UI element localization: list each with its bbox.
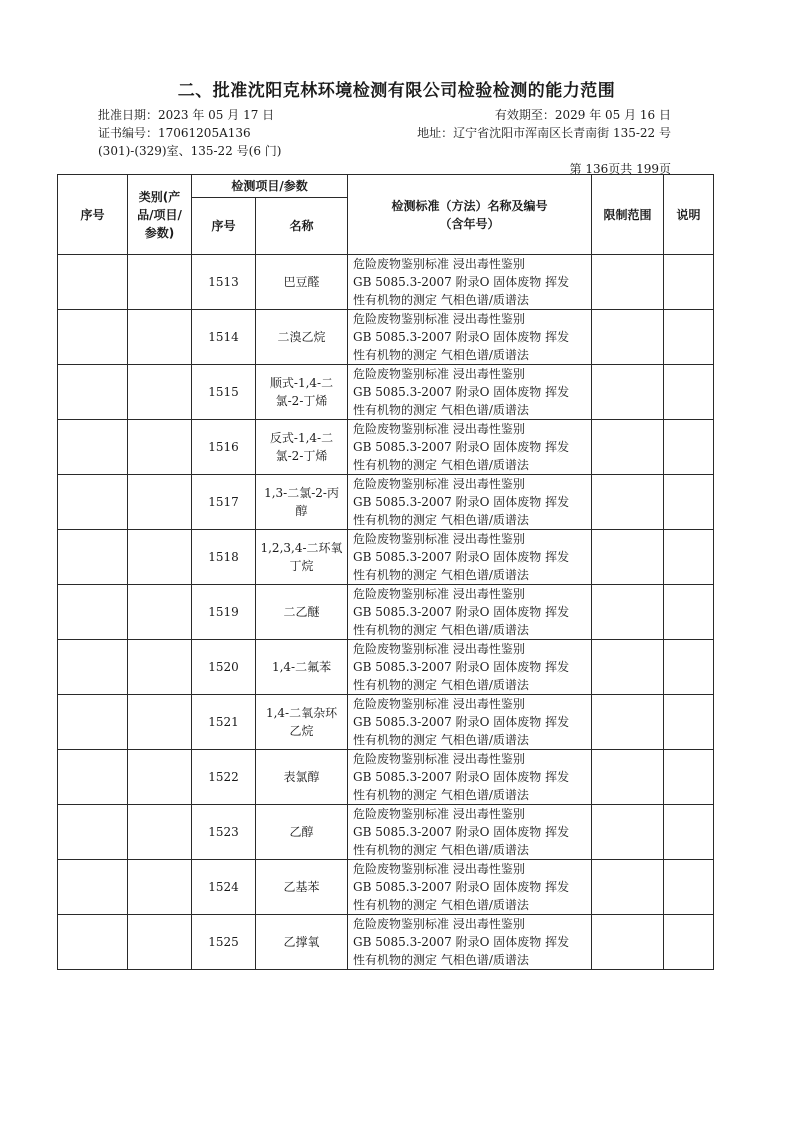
col-note-header: 说明 bbox=[664, 175, 714, 255]
row-item-number: 1521 bbox=[192, 695, 256, 750]
row-seq-cell bbox=[58, 860, 128, 915]
row-item-name: 1,4-二氧杂环乙烷 bbox=[256, 695, 348, 750]
row-note-cell bbox=[664, 475, 714, 530]
standard-line: 危险废物鉴别标准 浸出毒性鉴别 bbox=[353, 422, 525, 436]
table-row bbox=[58, 255, 714, 310]
table-row bbox=[58, 695, 714, 750]
row-note-cell bbox=[664, 255, 714, 310]
standard-line: 性有机物的测定 气相色谱/质谱法 bbox=[353, 513, 529, 527]
row-seq-cell bbox=[58, 695, 128, 750]
row-category-cell bbox=[128, 475, 192, 530]
approval-date: 批准日期：2023 年 05 月 17 日 bbox=[98, 108, 275, 122]
row-note-cell bbox=[664, 310, 714, 365]
row-seq-cell bbox=[58, 365, 128, 420]
table-row bbox=[58, 310, 714, 365]
table-row bbox=[58, 585, 714, 640]
standard-line: 危险废物鉴别标准 浸出毒性鉴别 bbox=[353, 752, 525, 766]
row-item-number: 1522 bbox=[192, 750, 256, 805]
row-item-number: 1518 bbox=[192, 530, 256, 585]
standard-line: 危险废物鉴别标准 浸出毒性鉴别 bbox=[353, 862, 525, 876]
row-item-number: 1513 bbox=[192, 255, 256, 310]
col-sub-seq-header: 序号 bbox=[192, 198, 256, 255]
col-limit-header: 限制范围 bbox=[592, 175, 664, 255]
col-sub-name-header: 名称 bbox=[256, 198, 348, 255]
row-standard bbox=[348, 255, 592, 310]
table-row bbox=[58, 750, 714, 805]
standard-line: GB 5085.3-2007 附录O 固体废物 挥发 bbox=[353, 660, 570, 674]
certificate-number: 证书编号：17061205A136 bbox=[98, 126, 251, 140]
row-standard bbox=[348, 585, 592, 640]
row-item-number: 1517 bbox=[192, 475, 256, 530]
standard-line: 危险废物鉴别标准 浸出毒性鉴别 bbox=[353, 642, 525, 656]
row-limit-cell bbox=[592, 420, 664, 475]
page-title: 二、批准沈阳克林环境检测有限公司检验检测的能力范围 bbox=[177, 81, 616, 101]
standard-line: GB 5085.3-2007 附录O 固体废物 挥发 bbox=[353, 825, 570, 839]
row-item-name: 表氯醇 bbox=[256, 750, 348, 805]
standard-line: 危险废物鉴别标准 浸出毒性鉴别 bbox=[353, 807, 525, 821]
capability-table bbox=[57, 174, 714, 970]
row-standard bbox=[348, 915, 592, 970]
row-category-cell bbox=[128, 530, 192, 585]
row-standard bbox=[348, 695, 592, 750]
row-seq-cell bbox=[58, 805, 128, 860]
row-limit-cell bbox=[592, 255, 664, 310]
table-row bbox=[58, 860, 714, 915]
standard-line: 危险废物鉴别标准 浸出毒性鉴别 bbox=[353, 587, 525, 601]
standard-line: 危险废物鉴别标准 浸出毒性鉴别 bbox=[353, 312, 525, 326]
table-row bbox=[58, 640, 714, 695]
row-item-name: 1,4-二氟苯 bbox=[256, 640, 348, 695]
col-group-header: 检测项目/参数 bbox=[192, 175, 348, 198]
row-item-name: 二乙醚 bbox=[256, 585, 348, 640]
standard-line: 性有机物的测定 气相色谱/质谱法 bbox=[353, 733, 529, 747]
row-category-cell bbox=[128, 860, 192, 915]
row-seq-cell bbox=[58, 750, 128, 805]
standard-line: 危险废物鉴别标准 浸出毒性鉴别 bbox=[353, 477, 525, 491]
row-category-cell bbox=[128, 750, 192, 805]
row-standard bbox=[348, 860, 592, 915]
row-category-cell bbox=[128, 365, 192, 420]
row-standard bbox=[348, 750, 592, 805]
standard-line: 性有机物的测定 气相色谱/质谱法 bbox=[353, 348, 529, 362]
standard-line: GB 5085.3-2007 附录O 固体废物 挥发 bbox=[353, 550, 570, 564]
row-note-cell bbox=[664, 640, 714, 695]
standard-line: GB 5085.3-2007 附录O 固体废物 挥发 bbox=[353, 715, 570, 729]
row-item-number: 1523 bbox=[192, 805, 256, 860]
row-note-cell bbox=[664, 585, 714, 640]
row-item-number: 1520 bbox=[192, 640, 256, 695]
row-standard bbox=[348, 805, 592, 860]
row-category-cell bbox=[128, 695, 192, 750]
row-seq-cell bbox=[58, 310, 128, 365]
row-item-number: 1524 bbox=[192, 860, 256, 915]
row-limit-cell bbox=[592, 475, 664, 530]
table-body bbox=[58, 255, 714, 970]
row-seq-cell bbox=[58, 530, 128, 585]
row-category-cell bbox=[128, 255, 192, 310]
standard-line: 性有机物的测定 气相色谱/质谱法 bbox=[353, 293, 529, 307]
row-limit-cell bbox=[592, 915, 664, 970]
standard-line: 性有机物的测定 气相色谱/质谱法 bbox=[353, 568, 529, 582]
standard-line: 性有机物的测定 气相色谱/质谱法 bbox=[353, 843, 529, 857]
row-standard bbox=[348, 640, 592, 695]
row-note-cell bbox=[664, 530, 714, 585]
row-limit-cell bbox=[592, 640, 664, 695]
col-category-header: 类别(产品/项目/参数) bbox=[128, 175, 192, 255]
row-limit-cell bbox=[592, 695, 664, 750]
row-item-number: 1514 bbox=[192, 310, 256, 365]
row-note-cell bbox=[664, 365, 714, 420]
table-row bbox=[58, 365, 714, 420]
standard-line: 性有机物的测定 气相色谱/质谱法 bbox=[353, 788, 529, 802]
row-standard bbox=[348, 475, 592, 530]
standard-line: 性有机物的测定 气相色谱/质谱法 bbox=[353, 623, 529, 637]
row-note-cell bbox=[664, 750, 714, 805]
row-note-cell bbox=[664, 420, 714, 475]
standard-line: 性有机物的测定 气相色谱/质谱法 bbox=[353, 898, 529, 912]
row-item-number: 1525 bbox=[192, 915, 256, 970]
row-limit-cell bbox=[592, 860, 664, 915]
col-seq-header: 序号 bbox=[58, 175, 128, 255]
table-row bbox=[58, 805, 714, 860]
row-limit-cell bbox=[592, 365, 664, 420]
standard-line: GB 5085.3-2007 附录O 固体废物 挥发 bbox=[353, 495, 570, 509]
row-item-number: 1519 bbox=[192, 585, 256, 640]
row-standard bbox=[348, 365, 592, 420]
row-standard bbox=[348, 310, 592, 365]
standard-line: GB 5085.3-2007 附录O 固体废物 挥发 bbox=[353, 385, 570, 399]
header-row bbox=[58, 175, 714, 198]
row-limit-cell bbox=[592, 530, 664, 585]
row-item-name: 乙醇 bbox=[256, 805, 348, 860]
row-limit-cell bbox=[592, 585, 664, 640]
row-seq-cell bbox=[58, 640, 128, 695]
row-seq-cell bbox=[58, 585, 128, 640]
standard-line: 危险废物鉴别标准 浸出毒性鉴别 bbox=[353, 917, 525, 931]
row-item-name: 乙基苯 bbox=[256, 860, 348, 915]
standard-line: 性有机物的测定 气相色谱/质谱法 bbox=[353, 403, 529, 417]
row-item-name: 顺式-1,4-二氯-2-丁烯 bbox=[256, 365, 348, 420]
standard-line: 性有机物的测定 气相色谱/质谱法 bbox=[353, 678, 529, 692]
row-item-name: 巴豆醛 bbox=[256, 255, 348, 310]
row-item-name: 1,2,3,4-二环氧丁烷 bbox=[256, 530, 348, 585]
row-seq-cell bbox=[58, 420, 128, 475]
row-item-name: 1,3-二氯-2-丙醇 bbox=[256, 475, 348, 530]
row-note-cell bbox=[664, 805, 714, 860]
row-standard bbox=[348, 530, 592, 585]
standard-line: 性有机物的测定 气相色谱/质谱法 bbox=[353, 953, 529, 967]
standard-line: 性有机物的测定 气相色谱/质谱法 bbox=[353, 458, 529, 472]
row-limit-cell bbox=[592, 750, 664, 805]
row-category-cell bbox=[128, 640, 192, 695]
row-item-number: 1516 bbox=[192, 420, 256, 475]
row-seq-cell bbox=[58, 475, 128, 530]
row-seq-cell bbox=[58, 255, 128, 310]
standard-line: GB 5085.3-2007 附录O 固体废物 挥发 bbox=[353, 330, 570, 344]
row-item-number: 1515 bbox=[192, 365, 256, 420]
standard-line: GB 5085.3-2007 附录O 固体废物 挥发 bbox=[353, 605, 570, 619]
table-row bbox=[58, 475, 714, 530]
row-category-cell bbox=[128, 805, 192, 860]
address: 地址：辽宁省沈阳市浑南区长青南街 135-22 号 bbox=[417, 126, 671, 140]
standard-line: 危险废物鉴别标准 浸出毒性鉴别 bbox=[353, 367, 525, 381]
row-note-cell bbox=[664, 915, 714, 970]
page-info: 第 136页共 199页 bbox=[569, 162, 671, 176]
row-item-name: 反式-1,4-二氯-2-丁烯 bbox=[256, 420, 348, 475]
standard-line: GB 5085.3-2007 附录O 固体废物 挥发 bbox=[353, 440, 570, 454]
row-category-cell bbox=[128, 310, 192, 365]
row-item-name: 乙撑氧 bbox=[256, 915, 348, 970]
row-seq-cell bbox=[58, 915, 128, 970]
valid-until: 有效期至：2029 年 05 月 16 日 bbox=[494, 108, 671, 122]
standard-line: GB 5085.3-2007 附录O 固体废物 挥发 bbox=[353, 275, 570, 289]
table-row bbox=[58, 530, 714, 585]
standard-line: GB 5085.3-2007 附录O 固体废物 挥发 bbox=[353, 935, 570, 949]
row-limit-cell bbox=[592, 310, 664, 365]
standard-line: 危险废物鉴别标准 浸出毒性鉴别 bbox=[353, 697, 525, 711]
col-standard-header: 检测标准（方法）名称及编号（含年号） bbox=[348, 175, 592, 255]
row-category-cell bbox=[128, 420, 192, 475]
standard-line: 危险废物鉴别标准 浸出毒性鉴别 bbox=[353, 257, 525, 271]
table-row bbox=[58, 915, 714, 970]
address-continued: (301)-(329)室、135-22 号(6 门) bbox=[98, 144, 282, 158]
standard-line: GB 5085.3-2007 附录O 固体废物 挥发 bbox=[353, 880, 570, 894]
row-note-cell bbox=[664, 860, 714, 915]
standard-line: GB 5085.3-2007 附录O 固体废物 挥发 bbox=[353, 770, 570, 784]
table-row bbox=[58, 420, 714, 475]
row-category-cell bbox=[128, 915, 192, 970]
standard-line: 危险废物鉴别标准 浸出毒性鉴别 bbox=[353, 532, 525, 546]
row-note-cell bbox=[664, 695, 714, 750]
row-limit-cell bbox=[592, 805, 664, 860]
row-standard bbox=[348, 420, 592, 475]
row-item-name: 二溴乙烷 bbox=[256, 310, 348, 365]
row-category-cell bbox=[128, 585, 192, 640]
